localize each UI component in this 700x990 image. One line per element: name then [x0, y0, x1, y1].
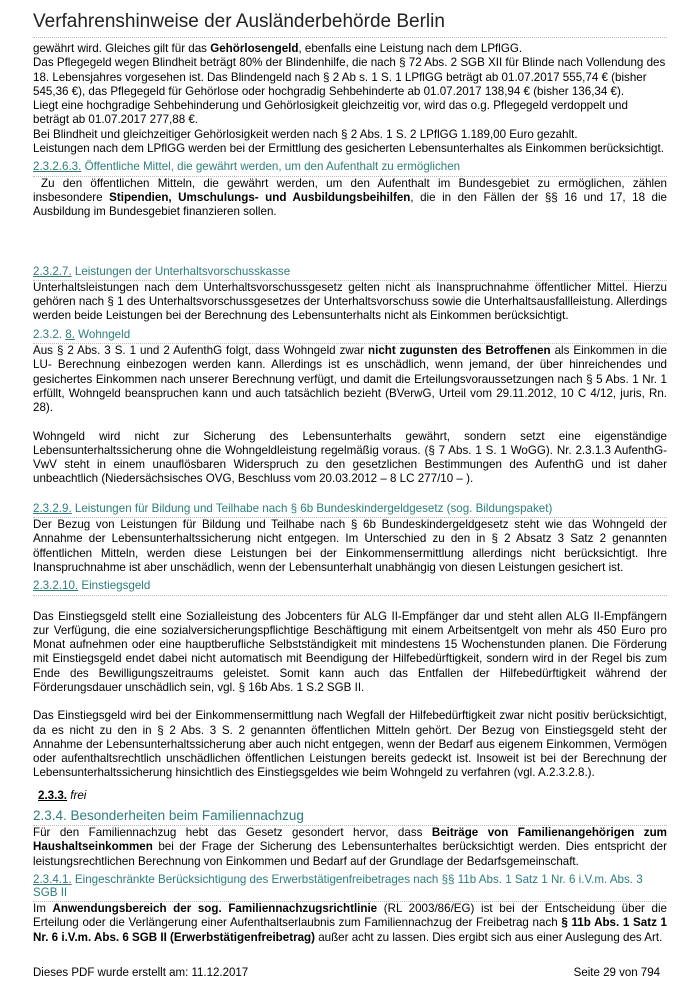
paragraph-unterhaltsvorschuss: Unterhaltsleistungen nach dem Unterhaltsvorschussgesetz gelten nicht als Inanspruchnahme öffentlicher Mittel. Hierzu gehören nach § 1 des Unterhaltsvorschussgesetzes der Unterhaltsvorschuss sowie die Unterhaltsausfallleistung. Allerdings werden beide Leistungen bei der Berechnung des Lebensunterhalts nicht als Einkommen berücksichtigt.	[33, 280, 667, 323]
paragraph-einstiegsgeld-2: Das Einstiegsgeld wird bei der Einkommensermittlung nach Wegfall der Hilfebedürftigkeit zwar nicht positiv berücksichtigt, da es nicht zu den in § 2 Abs. 3 S. 2 genannten öffentlichen Mitteln gehört. Der Bezug von Einstiegsgeld steht der Annahme der Lebensunterhaltssicherung aber auch nicht entgegen, wenn der Bedarf aus eigenem Einkommen, Vermögen oder aufenthaltsrechtlich unschädlichen öffentlichen Leistungen bereits gedeckt ist. Insoweit ist bei der Berechnung der Lebensunterhaltssicherung hinsichtlich des Einstiegsgeldes wie beim Wohngeld zu verfahren (vgl. A.2.3.2.8.).	[33, 709, 667, 780]
title-divider	[33, 37, 667, 38]
paragraph-wohngeld-2: Wohngeld wird nicht zur Sicherung des Lebensunterhalts gewährt, sondern setzt eine eigenständige Lebensunterhaltssicherung ohne die Wohngeldleistung regelmäßig voraus. (§ 7 Abs. 1 S. 1 WoGG). Nr. 2.3.1.3 AufenthG-VwV steht in einem unauflösbaren Widerspruch zu den gesetzlichen Bestimmungen des AufenthG und ist daher unbeachtlich (Niedersächsisches OVG, Beschluss vom 20.03.2012 – 8 LC 277/10 – ).	[33, 429, 667, 486]
heading-2-3-3: 2.3.3. frei	[38, 788, 87, 802]
paragraph-oeffentliche-mittel: Zu den öffentlichen Mitteln, die gewährt werden, um den Aufenthalt im Bundesgebiet zu ermöglichen, zählen insbesondere Stipendien, Umschulungs- und Ausbildungsbeihilfen, die in den Fällen der §§ 16 und 17, 18 die Ausbildung im Bundesgebiet finanzieren sollen.	[33, 176, 668, 219]
paragraph-familiennachzug: Für den Familiennachzug hebt das Gesetz gesondert hervor, dass Beiträge von Familienangehörigen zum Haushaltseinkommen bei der Frage der Sicherung des Lebensunterhaltes berücksichtigt werden. Dies entspricht der leistungsrechtlichen Berechnung von Einkommen und Bedarf auf der Grundlage der Bedarfsgemeinschaft.	[33, 826, 667, 868]
section-number-link[interactable]: 2.3.2.9.	[33, 501, 72, 515]
paragraph-wohngeld-1: Aus § 2 Abs. 3 S. 1 und 2 AufenthG folgt, dass Wohngeld zwar nicht zugunsten des Betroffenen als Einkommen in die LU- Berechnung einbezogen werden kann. Allerdings ist es unschädlich, wenn jemand, der über hinreichendes und gesichertes Einkommen nach unserer Berechnung verfügt, und damit die Erteilungsvoraussetzungen nach § 5 Abs. 1 Nr. 1 erfüllt, Wohngeld beanspruchen kann und auch tatsächlich bezieht (BVerwG, Urteil vom 29.11.2012, 10 C 4/12, juris, Rn. 28).	[33, 344, 667, 415]
section-number-link[interactable]: 2.3.2.7.	[33, 264, 72, 278]
section-number-link[interactable]: 2.3.4.1.	[33, 872, 72, 886]
heading-2-3-2-7[interactable]: 2.3.2.7. Leistungen der Unterhaltsvorschusskasse	[33, 265, 667, 281]
intro-paragraph-5: Leistungen nach dem LPflGG werden bei der Ermittlung des gesicherten Lebensunterhaltes als Einkommen berücksichtigt.	[33, 142, 664, 156]
heading-2-3-2-8[interactable]: 2.3.2. 8. Wohngeld	[33, 328, 667, 344]
heading-2-3-4-1[interactable]: 2.3.4.1. Eingeschränkte Berücksichtigung des Erwerbstätigenfreibetrages nach §§ 11b Abs. 1 Satz 1 Nr. 6 i.V.m. Abs. 3 SGB II	[33, 873, 667, 902]
intro-paragraph-3: Liegt eine hochgradige Sehbehinderung und Gehörlosigkeit gleichzeitig vor, wird das o.g. Pflegegeld verdoppelt und beträgt ab 01.07.2017 277,88 €.	[33, 99, 628, 127]
intro-paragraph-1: gewährt wird. Gleiches gilt für das Gehörlosengeld, ebenfalls eine Leistung nach dem LPflGG.	[33, 42, 523, 55]
heading-2-3-2-6-3[interactable]: 2.3.2.6.3. Öffentliche Mittel, die gewährt werden, um den Aufenthalt zu ermöglichen	[33, 160, 667, 176]
footer-created-date: Dieses PDF wurde erstellt am: 11.12.2017	[33, 967, 249, 979]
section-number-link[interactable]: 2.3.2.10.	[33, 579, 79, 593]
paragraph-bildungspaket: Der Bezug von Leistungen für Bildung und Teilhabe nach § 6b Bundeskindergeldgesetz steht wie das Wohngeld der Annahme der Lebensunterhaltssicherung nicht entgegen. Im Unterschied zu den in § 2 Absatz 3 Satz 2 genannten öffentlichen Mitteln, werden diese Leistungen bei der Einkommensermittlung allerdings nicht berücksichtigt. Ihre Inanspruchnahme ist aber unschädlich, wenn der Lebensunterhalt unabhängig von diesen Leistungen gesichert ist.	[33, 518, 667, 574]
intro-paragraph-2: Das Pflegegeld wegen Blindheit beträgt 80% der Blindenhilfe, die nach § 72 Abs. 2 SGB XII für Blinde nach Vollendung des 18. Lebensjahres vorgesehen ist. Das Blindengeld nach § 2 Ab s. 1 S. 1 LPflGG beträgt ab 01.07.2017 555,74 € (bisher 545,36 €), das Pflegegeld für Gehörlose oder hochgradig Sehbehinderte ab 01.07.2017 138,94 € (bisher 136,34 €).	[33, 56, 666, 98]
section-number-link[interactable]: 8.	[65, 327, 75, 341]
intro-paragraph-4: Bei Blindheit und gleichzeitiger Gehörlosigkeit werden nach § 2 Abs. 1 S. 2 LPflGG 1.189,00 Euro gezahlt.	[33, 127, 578, 141]
section-number-link[interactable]: 2.3.2.6.3.	[33, 160, 82, 174]
paragraph-einstiegsgeld-1: Das Einstiegsgeld stellt eine Sozialleistung des Jobcenters für ALG II-Empfänger dar und steht allen ALG II-Empfängern zur Verfügung, die eine sozialversicherungspflichtige Beschäftigung mit einem Arbeitsentgelt von mehr als 450 Euro pro Monat aufnehmen oder eine hauptberufliche Selbstständigkeit mit mindestens 15 Wochenstunden planen. Die Förderung mit Einstiegsgeld endet dabei nicht automatisch mit Beendigung der Hilfebedürftigkeit, sondern wird in der Regel bis zum Ende des Bewilligungszeitraums geleistet. Somit kann auch das Entfallen der Hilfebedürftigkeit während der Förderungsdauer unschädlich sein, vgl. § 16b Abs. 1 S.2 SGB II.	[33, 609, 667, 694]
heading-2-3-2-10[interactable]: 2.3.2.10. Einstiegsgeld	[33, 579, 667, 595]
heading-2-3-4: 2.3.4. Besonderheiten beim Familiennachzug	[33, 807, 667, 826]
footer-page-number: Seite 29 von 794	[573, 967, 660, 979]
section-number-link[interactable]: 2.3.3.	[38, 788, 68, 802]
paragraph-erwerbstaetigenfreibetrag: Im Anwendungsbereich der sog. Familiennachzugsrichtlinie (RL 2003/86/EG) ist bei der Entscheidung über die Erteilung oder die Verlängerung einer Aufenthaltserlaubnis zum Familiennachzug der Freibetrag nach § 11b Abs. 1 Satz 1 Nr. 6 i.V.m. Abs. 6 SGB II (Erwerbstätigenfreibetrag) außer acht zu lassen. Dies ergibt sich aus einer Auslegung des Art.	[33, 901, 667, 944]
document-body	[33, 42, 667, 945]
page-title: Verfahrenshinweise der Ausländerbehörde Berlin	[33, 11, 445, 32]
heading-2-3-2-9[interactable]: 2.3.2.9. Leistungen für Bildung und Teilhabe nach § 6b Bundeskindergeldgesetz (sog. Bildungspaket)	[33, 502, 667, 518]
